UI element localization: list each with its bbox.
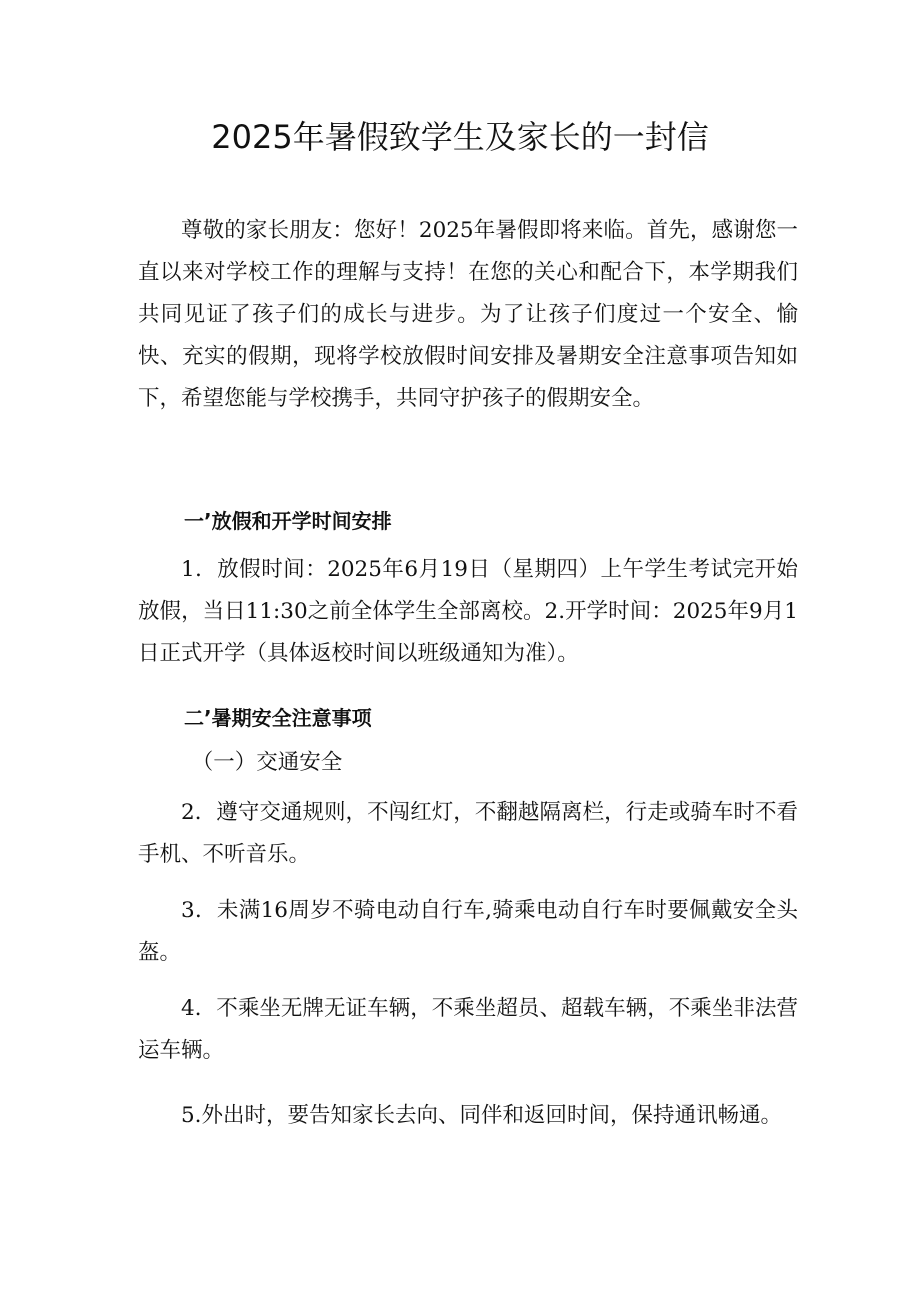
document-title: 2025年暑假致学生及家长的一封信 (211, 118, 709, 156)
list-item-going-out: 5.外出时，要告知家长去向、同伴和返回时间，保持通讯畅通。 (181, 1103, 783, 1128)
list-item-traffic-rules: 2．遵守交通规则，不闯红灯，不翻越隔离栏，行走或骑车时不看手机、不听音乐。 (138, 800, 798, 867)
section-2-subheading: （一）交通安全 (191, 750, 343, 775)
list-item-e-bike: 3．未满16周岁不骑电动自行车,骑乘电动自行车时要佩戴安全头盔。 (138, 898, 798, 965)
intro-paragraph: 尊敬的家长朋友：您好！2025年暑假即将来临。首先，感谢您一直以来对学校工作的理解与支持！在您的关心和配合下，本学期我们共同见证了孩子们的成长与进步。为了让孩子们度过一个安全、愉快、充实的假期，现将学校放假时间安排及暑期安全注意事项告知如下，希望您能与学校携手，共同守护孩子的假期安全。 (138, 218, 798, 411)
section-1-heading: 一’放假和开学时间安排 (184, 509, 392, 533)
section-2-heading: 二’暑期安全注意事项 (184, 706, 372, 730)
list-item-vehicles: 4．不乘坐无牌无证车辆，不乘坐超员、超载车辆，不乘坐非法营运车辆。 (138, 996, 798, 1063)
section-1-paragraph: 1．放假时间：2025年6月19日（星期四）上午学生考试完开始放假，当日11:30之前全体学生全部离校。2.开学时间：2025年9月1日正式开学（具体返校时间以班级通知为准）。 (138, 557, 798, 666)
